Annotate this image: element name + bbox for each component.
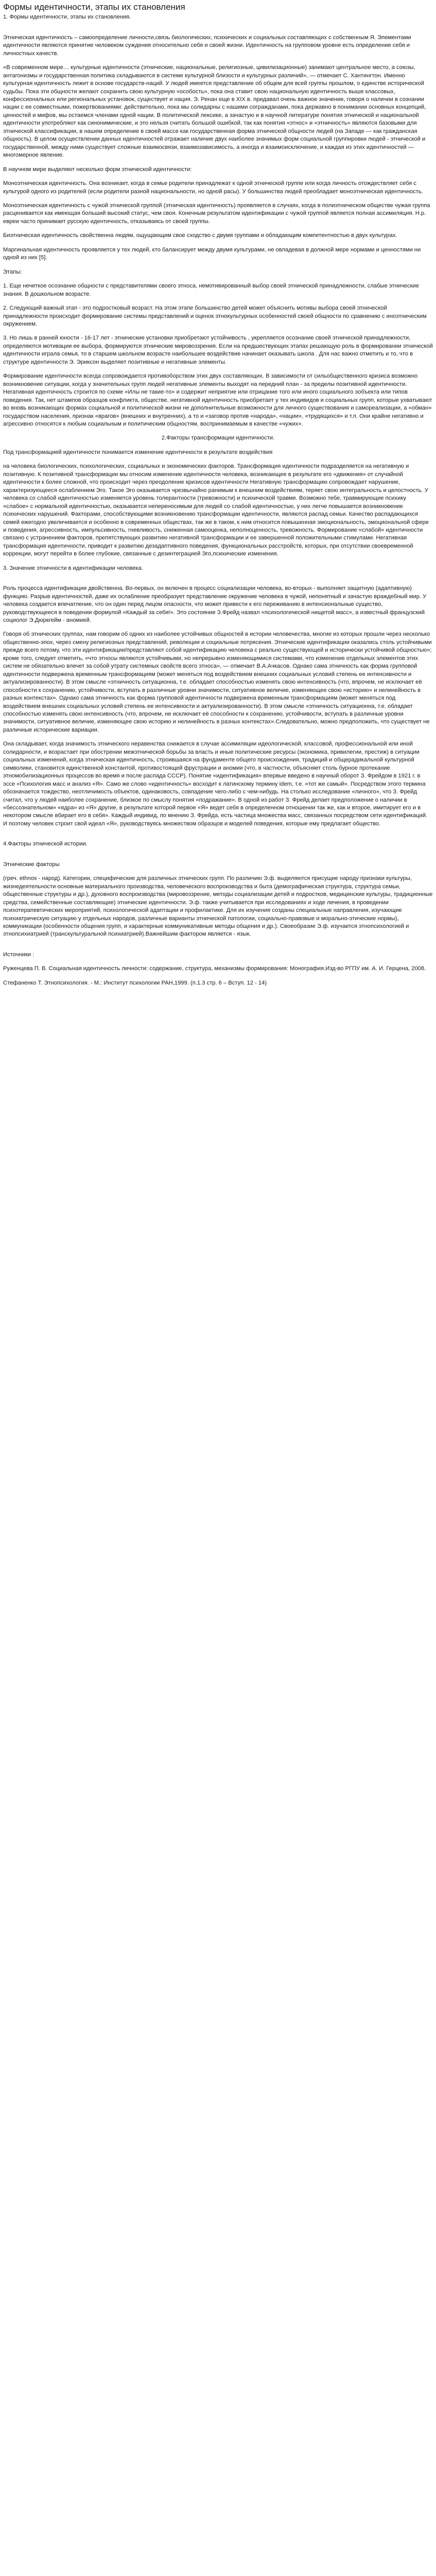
paragraph-biethnic: Биэтническая идентичность свойственна людям, ощущающим свое сходство с двумя группами и обладающим компетентностью в двух культурах. <box>3 232 397 239</box>
spacer <box>3 855 433 861</box>
paragraph-freud: Она складывает, когда значимость этнического неравенства снижается в случае ассимиляции идеологической, классовой, профессиональной или иной солидарности, и возрастает при обострении межэтнической борьбы за власть и иные политические ресурсы (экономика, привилегии, престиж) в ситуации социальных изменений, когда этническая идентичность, строившаяся на фундаменте общего происхождения, традиций и общерадикальной культурной символики, становится единственной константой, противостоящей фрустрации и аномии (что, в частности, объясняет столь бурное протекание этномобилизационных процессов во время и после распада СССР). Понятие «идентификация» впервые введено в научный оборот З. Фрейдом в 1921 г. в эссе «Психология масс и анализ «Я». Само же слово «идентичность» восходит к латинскому термину idem, т.е. «тот же самый». Посредством этого термина обозначается тождество, неотличимость объектов, одинаковость, совпадение чего-либо с чем-нибудь. На столько исследование «личного», что З. Фрейд считал, что у людей наиболее сохранение, близкое по смыслу понятия «подражание». В одной из работ З. Фрейд делает предположение о наличии в «бессознательном» «ядра» из «Я» другие, в результате которой первое «Я» ведет себя в определенном отношении так же, как и второе, имитирует его и в некотором смысле вбирает его в себя». Каждый индивид, по мнению З. Фрейда, есть частица множества масс, связанных посредством сети идентификаций. И поэтому человек строит свой идеал «Я», руководствуясь множеством образцов и моделей поведения, которые ему предлагает общество. <box>3 741 428 827</box>
document-body <box>3 13 433 987</box>
document-page <box>0 0 436 1004</box>
paragraph-ethnic-factors-body: (греч. ethnos - народ). Категории, специфические для различных этнических групп. По различию Э.ф. выделяются присущие народу признаки культуры, жизнедеятельности основные материального производства, человеческого воспроизводства и быта (демографическая структура, структура семьи, общественные структуры и др.), духовного воспроизводства (мировоззрение, методы социализации детей и подростков, медицинские культуры, традиционные средства, семейственные составляющие) этнические идентичности. Э.ф. также учитывается при исследованиях и ходе лечения, в проведении психотерапевтических мероприятий, психологической адаптации и профилактике. Для их изучения созданы специальные направления, изучающие психиатрическую ситуацию у отдельных народов, различные варианты этнической патологии, социально-правовые и морально-этические нормы), коммуникации (особенности общения групп, и характерные коммуникативные методы общения и др.). Своеобразие Э.ф. изучается этнопсихологией и этнопсихиатрией (транскультуральной психиатрией).Важнейшим фактором является - язык. <box>3 875 433 938</box>
source-item-2: Стефаненко Т. Этнопсихология. - М.: Институт психологии РАН,1999. (п.1.3 стр. 6 – Вступ. 12 - 14) <box>3 979 267 986</box>
page-title: Формы идентичности, этапы их становления <box>3 2 185 12</box>
paragraph-foreign-identity: Моноэтническая идентичность с чужой этнической группой (этническая идентичность) проявляется в случаях, когда в полиэтническом обществе чужая группа расценивается как имеющая больший высокий статус, чем своя. Конечным результатом идентификации с чужой группой является полная ассимиляция. Н.р. евреи часто принимает русскую идентичность, отказываясь от своей группы. <box>3 202 430 225</box>
paragraph-stages-heading: Этапы: <box>3 268 22 275</box>
paragraph-transformation-def: Под трансформацией идентичности понимается изменение идентичности в результате воздействия <box>3 449 273 455</box>
paragraph-ethnic-groups: Говоря об этнических группах, нам говорим об одних из наиболее устойчивых общностей в истории человечества, многие из которых прошли через несколько общественно-эпох, через смену религиозных представлений, революции и социальные потрясения. Этнические идентификации оказались столь устойчивыми прежде всего потому, что эти идентификации/представляют собой идентификацию человека с реально существующей и исторически устойчивой общностью»; кроме того, следует отметить, «что этносы являются устойчивыми, но непрерывно изменяющимися системами, что изменение отдельных элементов этих систем не обязательно влечет за собой утрату системных свойств всего этноса», — отмечает В.А.Ачкасов. Однако сама этничность как форма групповой идентичности подвержена временным трансформациям (может меняться под воздействием внешних социальных условий степень ее интенсивности и актуализированности). В этом смысле «этничность ситуационна, т.е. обладает способностью изменять свою интенсивность (что, впрочем, не исключает её способности к сохранению, устойчивости, вступать в различные уровни значимости, ситуативное величие, изменяющее свою «историю» и нелинейность в разных контекстах». Однако сама этничность как форма групповой идентичности подвержена временным трансформациям (может меняться под воздействием внешних социальных условий степень ее интенсивности и актуализированности). В этом смысле «этничность ситуационна, т.е. обладает способностью изменять свою интенсивность (что, впрочем, не исключает её способности к сохранению, устойчивости, вступать в различные уровни значимости, ситуативное величие, изменяющее свою историю и нелинейность в разных контекстах».Следовательно, можно предположить, что существует не различные исторические вариации. <box>3 631 432 733</box>
spacer <box>3 945 433 951</box>
paragraph-negative-identity: Формирование идентичности всегда сопровождается противоборством этих двух составляющих. В зависимости от сильобщественного кризиса возможно возникновение ситуации, когда у значительных групп людей негативные элементы выходят на передний план - за пределы позитивной идентичности. Негативная идентичность строится по схеме «Илы не такие-то» и содержит неприятие или отрицание того или иного социального эобъекта или типов поведения. Так, нет штампов образцов конфликта, обществе, негативной идентичность приобретает у тех индивидов и социальных групп, которые ухватывают во вновь возникающих формах социальной и политической жизни не дополнительные возможности для личного существования и самореализации, а «обман» государством населения, признак «врагов» (внешних и внутренних), а то и «заговор против «народа», «нации», «трудящихся» и т.п. Они крайне негативно и агрессивно относятся к любым социальным и политическим общностям, воспринимаемым в качестве «чужих». <box>3 373 432 427</box>
paragraph-identification-role: Роль процесса идентификации двойственна. Во-первых, он включен в процесс социализации человека, во-вторых - выполняет защитную (адаптивную) функцию. Разрыв идентичностей, даже их ослабление преобразует представление окружение человека в чужой, непонятный и зачастую враждебный мир. У человека создается впечатление, что он один перед лицом опасности, что может привести к его переживанию в интенсиональные существо, руководствующееся в поведении формулой «Каждый за себя!». Это состояние З.Фрейд назвал «психологической нищетой масс», а известный французский социолог Э.Дюркгейм - аномией. <box>3 585 427 624</box>
paragraph-stage-3: 3. Но лишь в ранней юности - 16-17 лет - этнические установки приобретают устойчивость , укрепляется осознание своей этнической принадлежности, определяются мотивации ее выбора, формируются этнические мировоззрения. Если на предшествующих этапах решающую роль в формировании этнической идентичности играла семья, то в старшем школьном возрасте наибольшее воздействие начинает оказывать школа . Для нас важно отметить и то, что в структуре идентичности Э. Эриксон выделяет позитивные и негативные элементы. <box>3 335 433 365</box>
paragraph-huntington: «В современном мире… культурные идентичности (этнические, национальные, религиозные, цивилизационные) занимают центральное место, а союзы, антагонизмы и государственная политика складываются в системе культурной близости и культурных различий», — отмечает С. Хантингтон. Именно культурная идентичность лежит в основе государств-наций. У людей имеется представление об общем для всей группы прошлом, о единстве исторической судьбы. Пока эти общности желают сохранить свою культурную «особость», пока она ставит свою национальную идентичность выше классовых, конфессиональных или региональных установок, существует и нация. Э. Ренан еще в XIX в. придавал очень важное значение, говоря о наличии в сознании нации с ее совместными, пожертвованиями: действительно, пока мы солидарны с нашими согражданами, пока державно в понимании основных концепций, ценностей и мифов, мы остаемся членами одной нации. В политической лексике, а зачастую и в научной литературе понятия этнической и национальной идентичности употребляют как синонимические, и это нельзя считать большой ошибкой, так как понятия «этнос» и «этничность» являются базовыми для этнической классификации, в нашем определение в своей массе как государственная форма этнической общности людей (на Западе — как гражданская общность). В целом осуществлении данных идентичностей отражает наличие двух наиболее значимых форм социальной группировки людей - этнической и государственной, между ними существует сложные взаимосвязи, взаимозависимость, а иногда и взаимоисключение, и каждая из этих идентичностей — многомерное явление. <box>3 64 426 159</box>
paragraph-forms-intro: В научном мире выделяют несколько форм этнической идентичности: <box>3 166 192 173</box>
paragraph-transformation-body: на человека биологических, психологических, социальных и экономических факторов. Трансформация идентичности подразделяется на негативную и позитивную. К позитивной трансформации мы относим изменение идентичности человека, возникающее в результате его «движения» от случайной идентичности к более сложной, что происходит через преодоление кризисов идентичности Негативную трансформацию сопровождает нарушение, характеризующееся ослаблением Эго. Такое Эго оказывается чрезвычайно ранимым к внешним воздействиям, теряет свою интегральность и целостность. У человека со слабой идентичностью изменяется уровень толерантности (тревожности) и психической травме. Возможно тебе, травмирующие психику «слабое» с нормальной идентичностью, оказывается непереносимым для людей со слабой идентичностью, у них легче повышается возникновение психических нарушений. Факторами, способствующими возникновению трансформации идентичности, являются распад семьи. Качество распадающихся семей ежегодно увеличивается и особенно в современных обществах, так же в таком, к ним относится повышенная эмоциональность, эмоциональной сфере и поведения, агрессивность, импульсивность, гневливость, сниженная самооценка, неполноценность, тревожность. Формирование «слабой» идентичности связано с устранением факторов, препятствующих развитию негативной трансформации и ее завершенной положительными стимулами. Негативная трансформация идентичности, приводит к развитию дезадаптивного поведения, функциональных расстройств, которых, при отсутствии своевременной коррекции, могут перейти в более глубокие, связанные с дезинтеграцией Эго,психические изменения. <box>3 463 429 557</box>
paragraph-marginal: Маргинальная идентичность проявляется у тех людей, кто балансирует между двумя культурами, не овладевая в должной мере нормами и ценностями ни одной из них [5]. <box>3 246 421 261</box>
paragraph-definition: Этническая идентичность – самоопределение личности,связь биологических, психических и социальных составляющих с собственным Я. Элементами идентичности являются принятие человеком суждения относительно себя и своей жизни. Идентичность на групповом уровне есть определение себя и личностных качеств. <box>3 34 411 57</box>
sources-heading: Источники : <box>3 951 34 958</box>
source-item-1: Руженцева П. В. Социальная идентичность личности: содержание, структура, механизмы формирования: Монография.Изд-во РГПУ им. А. И. Герцена, 2008. <box>3 965 426 972</box>
section-heading-transformation: 2.Факторы трансформации идентичности. <box>161 435 275 442</box>
section-heading-factors: 4.Факторы этнической истории. <box>3 841 88 848</box>
spacer <box>3 579 433 585</box>
spacer <box>3 28 433 34</box>
paragraph-ethnic-factors-heading: Этнические факторы <box>3 861 60 868</box>
paragraph-stage-2: 2. Следующий важный этап - это подростковый возраст. На этом этапе большинство детей может объяснить мотивы выбора своей этнической принадлежности происходит формирование системы представлений и оценок этнокультурных особенностей своей общности по сравнению с иноэтническим окружением. <box>3 305 427 327</box>
spacer <box>3 834 433 840</box>
paragraph-stage-1: 1. Еще нечеткое осознание общности с представителями своего этноса, немотивированный выбор своей этнической принадлежности, слабые этнические знания. В дошкольном возрасте. <box>3 283 419 297</box>
paragraph-monoethnic: Моноэтническая идентичность. Она возникает, когда в семье родители принадлежат к одной этнической группе или когда личность отождествляет себя с культурой одного из родителей (если родители разной национальности, но одной расы). У большинства людей преобладает моноэтническая идентичность. <box>3 180 423 195</box>
section-heading-ethnicity-role: 3. Значение этничности в идентификации человека. <box>3 565 143 571</box>
toc-line-1: 1. Формы идентичности, этапы их становления. <box>3 14 131 21</box>
